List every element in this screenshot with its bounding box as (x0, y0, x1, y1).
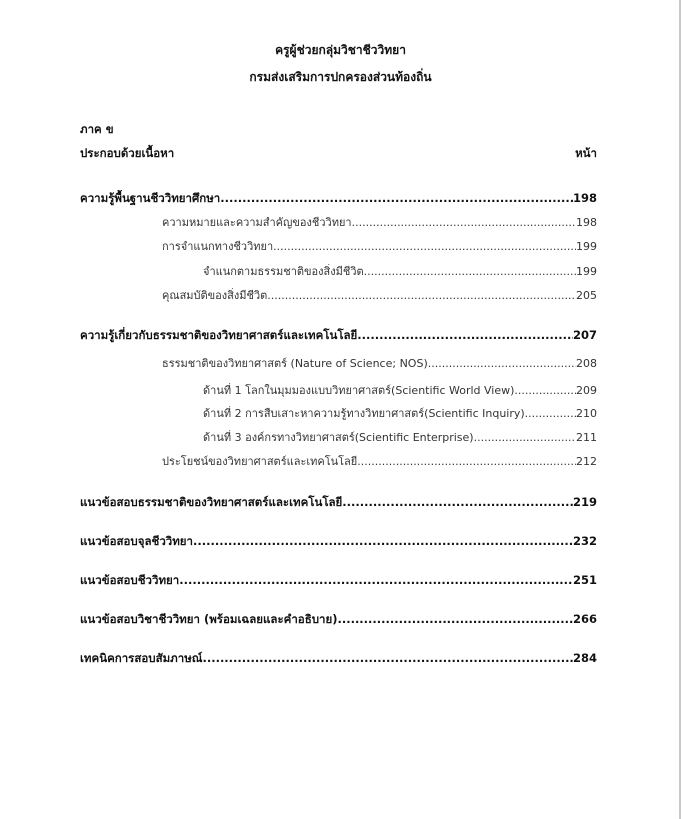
toc-entry-title: ประโยชน์ของวิทยาศาสตร์และเทคโนโลยี (162, 455, 358, 468)
part-label: ภาค ข (80, 122, 114, 136)
toc-entry[interactable] (162, 239, 597, 255)
toc-entry-title: เทคนิคการสอบสัมภาษณ์ (80, 651, 203, 665)
dot-leader (525, 406, 576, 422)
page-column-label: หน้า (575, 146, 597, 160)
toc-entry-page: 199 (576, 265, 597, 278)
toc-entry[interactable] (203, 264, 597, 280)
toc-entry-page: 205 (576, 289, 597, 302)
toc-entry[interactable] (80, 327, 597, 343)
toc-entry[interactable] (80, 611, 597, 627)
toc-entry[interactable] (80, 494, 597, 510)
toc-entry-title: แนวข้อสอบธรรมชาติของวิทยาศาสตร์และเทคโนโลยี (80, 495, 343, 509)
toc-entry-page: 210 (576, 407, 597, 420)
contents-label: ประกอบด้วยเนื้อหา (80, 146, 175, 160)
toc-entry-title: จำแนกตามธรรมชาติของสิ่งมีชีวิต (203, 265, 364, 278)
toc-entry-page: 266 (572, 612, 597, 626)
toc-entry[interactable] (203, 383, 597, 399)
toc-entry-page: 219 (572, 495, 597, 509)
toc-entry[interactable] (80, 190, 597, 206)
document-header-subtitle: กรมส่งเสริมการปกครองส่วนท้องถิ่น (249, 70, 432, 84)
dot-leader (220, 190, 573, 206)
toc-entry[interactable] (162, 288, 597, 304)
dot-leader (357, 454, 576, 470)
toc-entry-page: 198 (572, 191, 597, 205)
toc-entry-title: ด้านที่ 2 การสืบเสาะหาความรู้ทางวิทยาศาสตร์(Scientific Inquiry) (203, 407, 525, 420)
toc-entry-title: ความรู้พื้นฐานชีววิทยาศึกษา (80, 191, 221, 205)
toc-entry[interactable] (162, 454, 597, 470)
toc-entry-title: แนวข้อสอบจุลชีววิทยา (80, 534, 194, 548)
dot-leader (352, 215, 576, 231)
dot-leader (179, 572, 573, 588)
toc-entry-page: 212 (576, 455, 597, 468)
toc-entry-page: 209 (576, 384, 597, 397)
toc-entry-page: 198 (576, 216, 597, 229)
toc-entry-title: ธรรมชาติของวิทยาศาสตร์ (Nature of Science; NOS) (162, 357, 428, 370)
toc-entry-title: แนวข้อสอบวิชาชีววิทยา (พร้อมเฉลยและคำอธิบาย) (80, 612, 338, 626)
toc-entry-title: ด้านที่ 1 โลกในมุมมองแบบวิทยาศาสตร์(Scientific World View) (203, 384, 515, 397)
dot-leader (202, 650, 573, 666)
toc-entry-page: 207 (572, 328, 597, 342)
toc-entry-title: แนวข้อสอบชีววิทยา (80, 573, 180, 587)
toc-entry-page: 208 (576, 357, 597, 370)
dot-leader (267, 288, 576, 304)
dot-leader (342, 494, 573, 510)
dot-leader (273, 239, 576, 255)
toc-entry-title: การจำแนกทางชีววิทยา (162, 240, 274, 253)
dot-leader (337, 611, 573, 627)
toc-entry-title: ความหมายและความสำคัญของชีววิทยา (162, 216, 352, 229)
toc-entry[interactable] (203, 430, 597, 446)
toc-entry-title: ความรู้เกี่ยวกับธรรมชาติของวิทยาศาสตร์และเทคโนโลยี (80, 328, 358, 342)
dot-leader (357, 327, 573, 343)
document-header-title: ครูผู้ช่วยกลุ่มวิชาชีววิทยา (275, 43, 406, 57)
toc-entry[interactable] (203, 406, 597, 422)
dot-leader (428, 356, 576, 372)
toc-entry-title: ด้านที่ 3 องค์กรทางวิทยาศาสตร์(Scientific Enterprise) (203, 431, 474, 444)
toc-entry-page: 232 (572, 534, 597, 548)
toc-entry-page: 199 (576, 240, 597, 253)
toc-entry-page: 211 (576, 431, 597, 444)
toc-entry[interactable] (80, 572, 597, 588)
toc-entry-page: 284 (572, 651, 597, 665)
toc-entry[interactable] (80, 533, 597, 549)
dot-leader (364, 264, 576, 280)
toc-entry-title: คุณสมบัติของสิ่งมีชีวิต (162, 289, 268, 302)
dot-leader (193, 533, 573, 549)
toc-entry[interactable] (80, 650, 597, 666)
toc-entry[interactable] (162, 215, 597, 231)
toc-entry[interactable] (162, 356, 597, 372)
toc-entry-page: 251 (572, 573, 597, 587)
dot-leader (514, 383, 576, 399)
dot-leader (474, 430, 576, 446)
